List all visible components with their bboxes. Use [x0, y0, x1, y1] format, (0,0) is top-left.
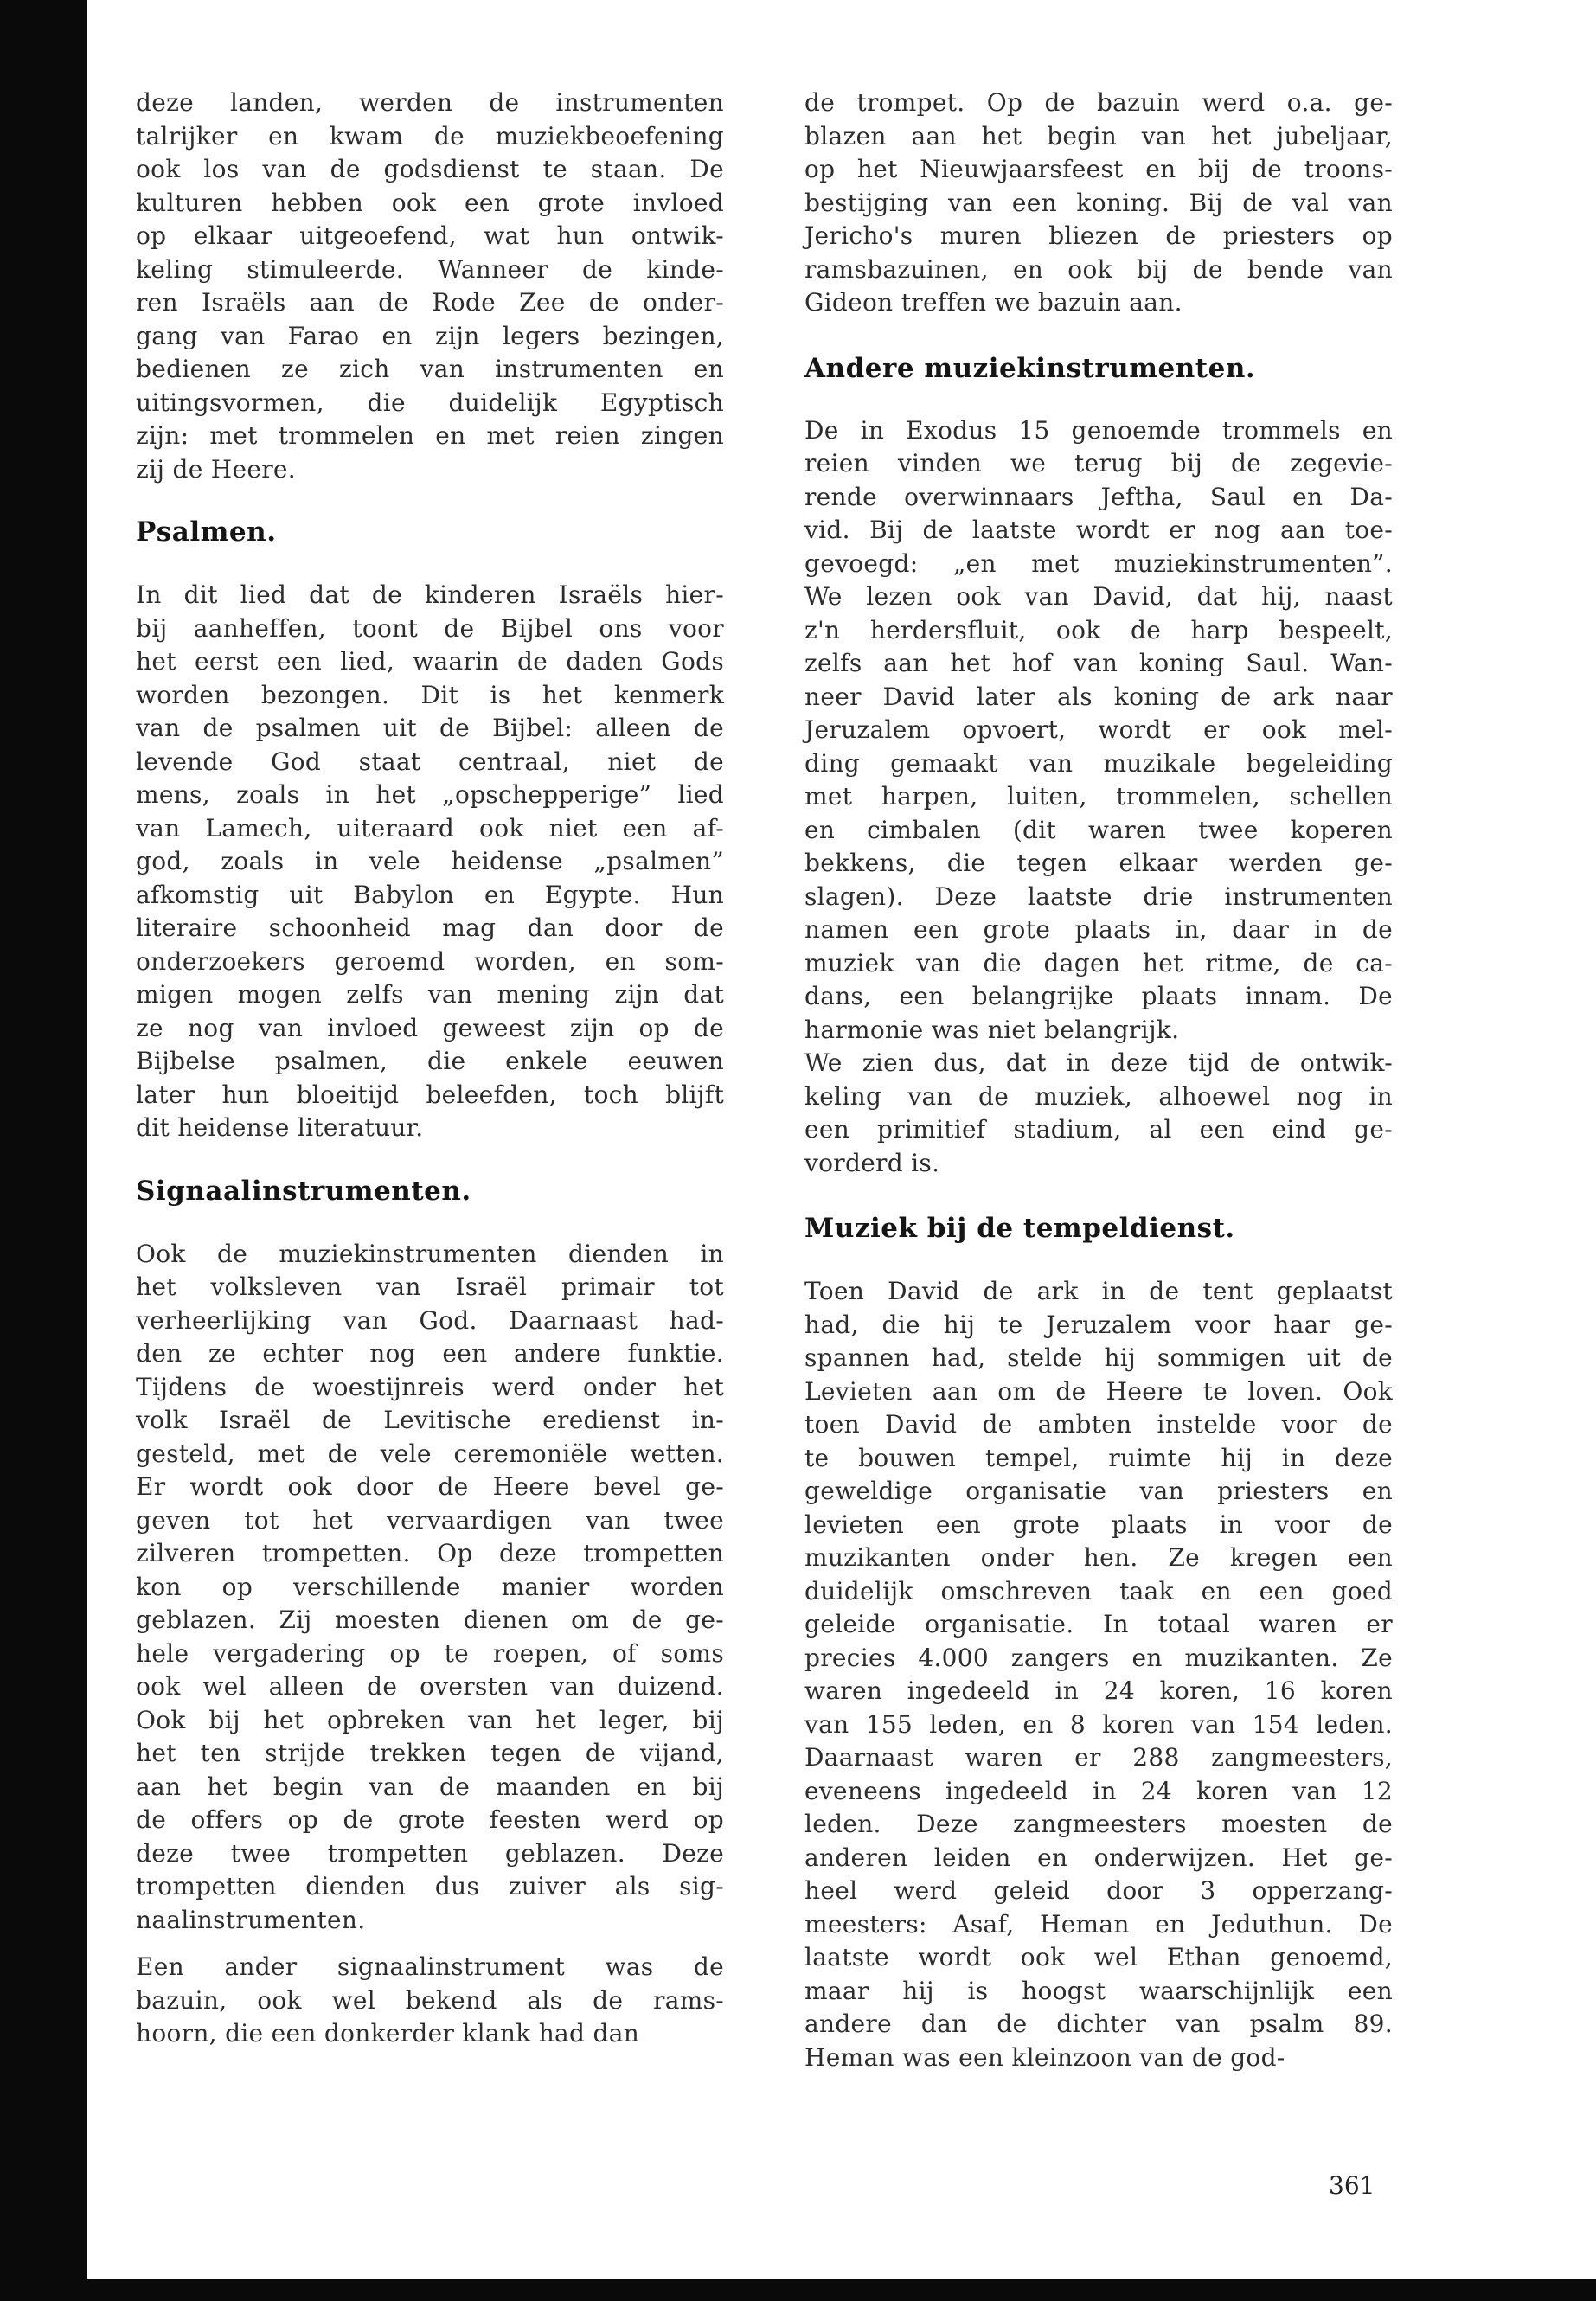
text-line: van Lamech, uiteraard ook niet een af-: [136, 813, 724, 843]
text-line: uitingsvormen, die duidelijk Egyptisch: [136, 388, 724, 417]
text-line: geleide organisatie. In totaal waren er: [804, 1610, 1393, 1638]
text-line: keling stimuleerde. Wanneer de kinde-: [136, 254, 724, 284]
right-column: [804, 87, 1393, 2074]
text-line: en cimbalen (dit waren twee koperen: [804, 815, 1393, 844]
text-line: levieten een grote plaats in voor de: [804, 1509, 1393, 1539]
paragraph-trompet: [804, 87, 1393, 320]
text-line: dans, een belangrijke plaats innam. De: [804, 982, 1393, 1010]
text-line: De in Exodus 15 genoemde trommels en: [804, 415, 1393, 445]
heading-signaalinstrumenten: Signaalinstrumenten.: [136, 1175, 471, 1207]
text-line: het volksleven van Israël primair tot: [136, 1272, 724, 1301]
text-line: hoorn, die een donkerder klank had dan: [136, 2019, 640, 2048]
text-line: precies 4.000 zangers en muzikanten. Ze: [804, 1643, 1393, 1672]
text-line: Een ander signaalinstrument was de: [136, 1952, 724, 1981]
text-line: Tijdens de woestijnreis werd onder het: [136, 1372, 724, 1401]
text-line: levende God staat centraal, niet de: [136, 747, 724, 776]
heading-muziek-tempeldienst: Muziek bij de tempeldienst.: [804, 1213, 1235, 1244]
text-line: maar hij is hoogst waarschijnlijk een: [804, 1976, 1393, 2005]
text-line: de offers op de grote feesten werd op: [136, 1805, 724, 1834]
text-line: het eerst een lied, waarin de daden Gods: [136, 647, 724, 676]
text-line: den ze echter nog een andere funktie.: [136, 1339, 724, 1368]
text-line: hele vergadering op te roepen, of soms: [136, 1638, 724, 1668]
text-line: ding gemaakt van muzikale begeleiding: [804, 748, 1393, 778]
paragraph-tempeldienst: [804, 1275, 1393, 2074]
text-line: later hun bloeitijd beleefden, toch blijft: [136, 1080, 724, 1109]
text-line: keling van de muziek, alhoewel nog in: [804, 1081, 1393, 1111]
text-line: toen David de ambten instelde voor de: [804, 1410, 1393, 1439]
text-line: geweldige organisatie van priesters en: [804, 1477, 1393, 1505]
text-line: gang van Farao en zijn legers bezingen,: [136, 321, 724, 350]
text-line: duidelijk omschreven taak en een goed: [804, 1576, 1393, 1606]
text-line: zilveren trompetten. Op deze trompetten: [136, 1539, 724, 1567]
text-line: andere dan de dichter van psalm 89.: [804, 2009, 1393, 2038]
text-line: zelfs aan het hof van koning Saul. Wan-: [804, 649, 1393, 677]
text-line: Levieten aan om de Heere te loven. Ook: [804, 1376, 1393, 1406]
text-line: op elkaar uitgeoefend, wat hun ontwik-: [136, 221, 724, 250]
text-line: namen een grote plaats in, daar in de: [804, 915, 1393, 944]
paragraph-andere: [804, 414, 1393, 1048]
text-line: Ook de muziekinstrumenten dienden in: [136, 1239, 724, 1268]
text-line: ook wel alleen de oversten van duizend.: [136, 1672, 724, 1701]
text-line: muziek van die dagen het ritme, de ca-: [804, 948, 1393, 977]
heading-psalmen: Psalmen.: [136, 516, 277, 548]
paragraph-psalmen: [136, 579, 724, 1145]
paragraph-signaalinstrumenten: [136, 1238, 724, 1938]
text-line: muzikanten onder hen. Ze kregen een: [804, 1543, 1393, 1572]
text-line: harmonie was niet belangrijk.: [804, 1015, 1180, 1044]
text-line: slagen). Deze laatste drie instrumenten: [804, 881, 1393, 911]
paragraph-ontwikkeling: [804, 1047, 1393, 1180]
text-line: Er wordt ook door de Heere bevel ge-: [136, 1472, 724, 1501]
text-line: talrijker en kwam de muziekbeoefening: [136, 121, 724, 151]
text-line: deze landen, werden de instrumenten: [136, 88, 724, 117]
text-line: gesteld, met de vele ceremoniële wetten.: [136, 1439, 724, 1468]
scan-border-left: [0, 0, 87, 2301]
text-line: ook los van de godsdienst te staan. De: [136, 155, 724, 183]
paragraph-bazuin: [136, 1951, 724, 2051]
text-line: op het Nieuwjaarsfeest en bij de troons-: [804, 155, 1393, 183]
text-line: ramsbazuinen, en ook bij de bende van: [804, 254, 1393, 284]
text-line: Ook bij het opbreken van het leger, bij: [136, 1705, 724, 1734]
text-line: Jeruzalem opvoert, wordt er ook mel-: [804, 715, 1393, 744]
text-line: aan het begin van de maanden en bij: [136, 1772, 724, 1801]
scan-border-bottom: [0, 2279, 1596, 2301]
text-line: Daarnaast waren er 288 zangmeesters,: [804, 1743, 1393, 1772]
text-line: geven tot het vervaardigen van twee: [136, 1505, 724, 1535]
text-line: vid. Bij de laatste wordt er nog aan toe-: [804, 516, 1393, 544]
text-line: meesters: Asaf, Heman en Jeduthun. De: [804, 1909, 1393, 1939]
text-line: worden bezongen. Dit is het kenmerk: [136, 680, 724, 709]
text-line: de trompet. Op de bazuin werd o.a. ge-: [804, 88, 1393, 117]
text-line: ren Israëls aan de Rode Zee de onder-: [136, 288, 724, 317]
text-line: geblazen. Zij moesten dienen om de ge-: [136, 1606, 724, 1634]
text-line: deze twee trompetten geblazen. Deze: [136, 1838, 724, 1868]
text-line: dit heidense literatuur.: [136, 1113, 424, 1142]
text-line: kon op verschillende manier worden: [136, 1572, 724, 1601]
text-line: god, zoals in vele heidense „psalmen”: [136, 847, 724, 875]
text-line: anderen leiden en onderwijzen. Het ge-: [804, 1843, 1393, 1872]
text-line: verheerlijking van God. Daarnaast had-: [136, 1305, 724, 1335]
text-line: literaire schoonheid mag dan door de: [136, 913, 724, 942]
text-line: met harpen, luiten, trommelen, schellen: [804, 782, 1393, 811]
text-line: neer David later als koning de ark naar: [804, 682, 1393, 711]
text-line: In dit lied dat de kinderen Israëls hier-: [136, 580, 724, 609]
text-line: ze nog van invloed geweest zijn op de: [136, 1013, 724, 1042]
text-line: bedienen ze zich van instrumenten en: [136, 355, 724, 383]
text-line: rende overwinnaars Jeftha, Saul en Da-: [804, 482, 1393, 511]
text-line: Toen David de ark in de tent geplaatst: [804, 1277, 1393, 1305]
text-line: Gideon treffen we bazuin aan.: [804, 288, 1183, 317]
text-line: We lezen ook van David, dat hij, naast: [804, 582, 1393, 611]
text-line: volk Israël de Levitische eredienst in-: [136, 1406, 724, 1434]
text-line: van 155 leden, en 8 koren van 154 leden.: [804, 1709, 1393, 1739]
text-line: spannen had, stelde hij sommigen uit de: [804, 1343, 1393, 1372]
text-line: naalinstrumenten.: [136, 1905, 366, 1934]
text-line: leden. Deze zangmeesters moesten de: [804, 1810, 1393, 1838]
text-line: laatste wordt ook wel Ethan genoemd,: [804, 1943, 1393, 1971]
text-line: het ten strijde trekken tegen de vijand,: [136, 1739, 724, 1767]
text-line: afkomstig uit Babylon en Egypte. Hun: [136, 880, 724, 909]
text-line: zij de Heere.: [136, 454, 296, 484]
text-line: kulturen hebben ook een grote invloed: [136, 188, 724, 217]
text-line: eveneens ingedeeld in 24 koren van 12: [804, 1776, 1393, 1805]
text-line: trompetten dienden dus zuiver als sig-: [136, 1872, 724, 1900]
text-line: bekkens, die tegen elkaar werden ge-: [804, 849, 1393, 877]
text-line: heel werd geleid door 3 opperzang-: [804, 1876, 1393, 1905]
paragraph-intro: [136, 87, 724, 486]
text-line: Jericho's muren bliezen de priesters op: [804, 221, 1393, 250]
text-line: zijn: met trommelen en met reien zingen: [136, 421, 724, 450]
text-line: Bijbelse psalmen, die enkele eeuwen: [136, 1047, 724, 1075]
text-line: z'n herdersfluit, ook de harp bespeelt,: [804, 615, 1393, 644]
text-line: bestijging van een koning. Bij de val van: [804, 188, 1393, 217]
text-line: onderzoekers geroemd worden, en som-: [136, 946, 724, 976]
text-line: waren ingedeeld in 24 koren, 16 koren: [804, 1676, 1393, 1705]
text-line: van de psalmen uit de Bijbel: alleen de: [136, 714, 724, 742]
page-number: 361: [1329, 2171, 1375, 2200]
text-line: te bouwen tempel, ruimte hij in deze: [804, 1443, 1393, 1472]
text-line: bij aanheffen, toont de Bijbel ons voor: [136, 613, 724, 643]
heading-andere-muziekinstrumenten: Andere muziekinstrumenten.: [804, 352, 1256, 384]
text-line: reien vinden we terug bij de zegevie-: [804, 449, 1393, 478]
text-line: bazuin, ook wel bekend als de rams-: [136, 1985, 724, 2015]
text-line: mens, zoals in het „opschepperige” lied: [136, 780, 724, 809]
text-line: vorderd is.: [804, 1148, 940, 1177]
text-line: We zien dus, dat in deze tijd de ontwik-: [804, 1048, 1393, 1077]
text-line: had, die hij te Jeruzalem voor haar ge-: [804, 1310, 1393, 1339]
text-line: een primitief stadium, al een eind ge-: [804, 1115, 1393, 1144]
text-line: blazen aan het begin van het jubeljaar,: [804, 121, 1393, 151]
text-line: gevoegd: „en met muziekinstrumenten”.: [804, 548, 1393, 578]
text-line: migen mogen zelfs van mening zijn dat: [136, 980, 724, 1009]
text-line: Heman was een kleinzoon van de god-: [804, 2042, 1285, 2072]
left-column: [136, 87, 724, 2051]
